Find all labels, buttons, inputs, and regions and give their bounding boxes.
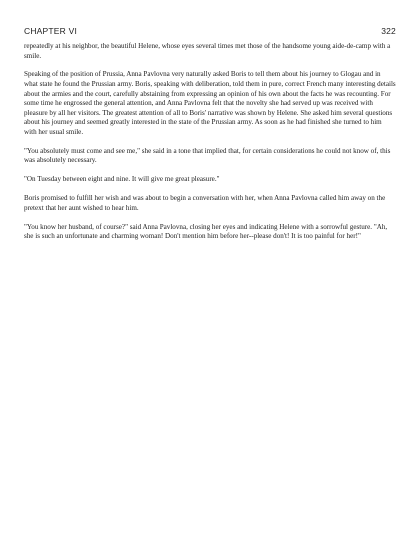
paragraph: repeatedly at his neighbor, the beautiful Helene, whose eyes several times met those of the handsome young aide-de-camp with a smile. xyxy=(24,42,391,60)
page-body xyxy=(24,42,396,251)
chapter-title: CHAPTER VI xyxy=(24,26,78,36)
paragraph: Boris promised to fulfill her wish and was about to begin a conversation with her, when Anna Pavlovna called him away on the pretext that her aunt wished to hear him. xyxy=(24,194,386,212)
page-number: 322 xyxy=(381,26,396,36)
paragraph: "You absolutely must come and see me," she said in a tone that implied that, for certain considerations he could not know of, this was absolutely necessary. xyxy=(24,146,391,165)
paragraph: Speaking of the position of Prussia, Anna Pavlovna very naturally asked Boris to tell them about his journey to Glogau and in what state he found the Prussian army. Boris, speaking with deliberation, told them in pure, correct French many interesting details about the armies and the court, carefully abstaining from expressing an opinion of his own about the facts he was recounting. For some time he engrossed the general attention, and Anna Pavlovna felt that the novelty she had served up was received with pleasure by all her visitors. The greatest attention of all to Boris' narrative was shown by Helene. She asked him several questions about his journey and seemed greatly interested in the state of the Prussian army. As soon as he had finished she turned to him with her usual smile. xyxy=(24,70,396,136)
paragraph: "On Tuesday between eight and nine. It will give me great pleasure." xyxy=(24,175,220,184)
paragraph: "You know her husband, of course?" said Anna Pavlovna, closing her eyes and indicating Helene with a sorrowful gesture. "Ah, she is such an unfortunate and charming woman! Don't mention him before her--please don't! It is too painful for her!" xyxy=(24,222,388,241)
running-header xyxy=(24,26,396,38)
